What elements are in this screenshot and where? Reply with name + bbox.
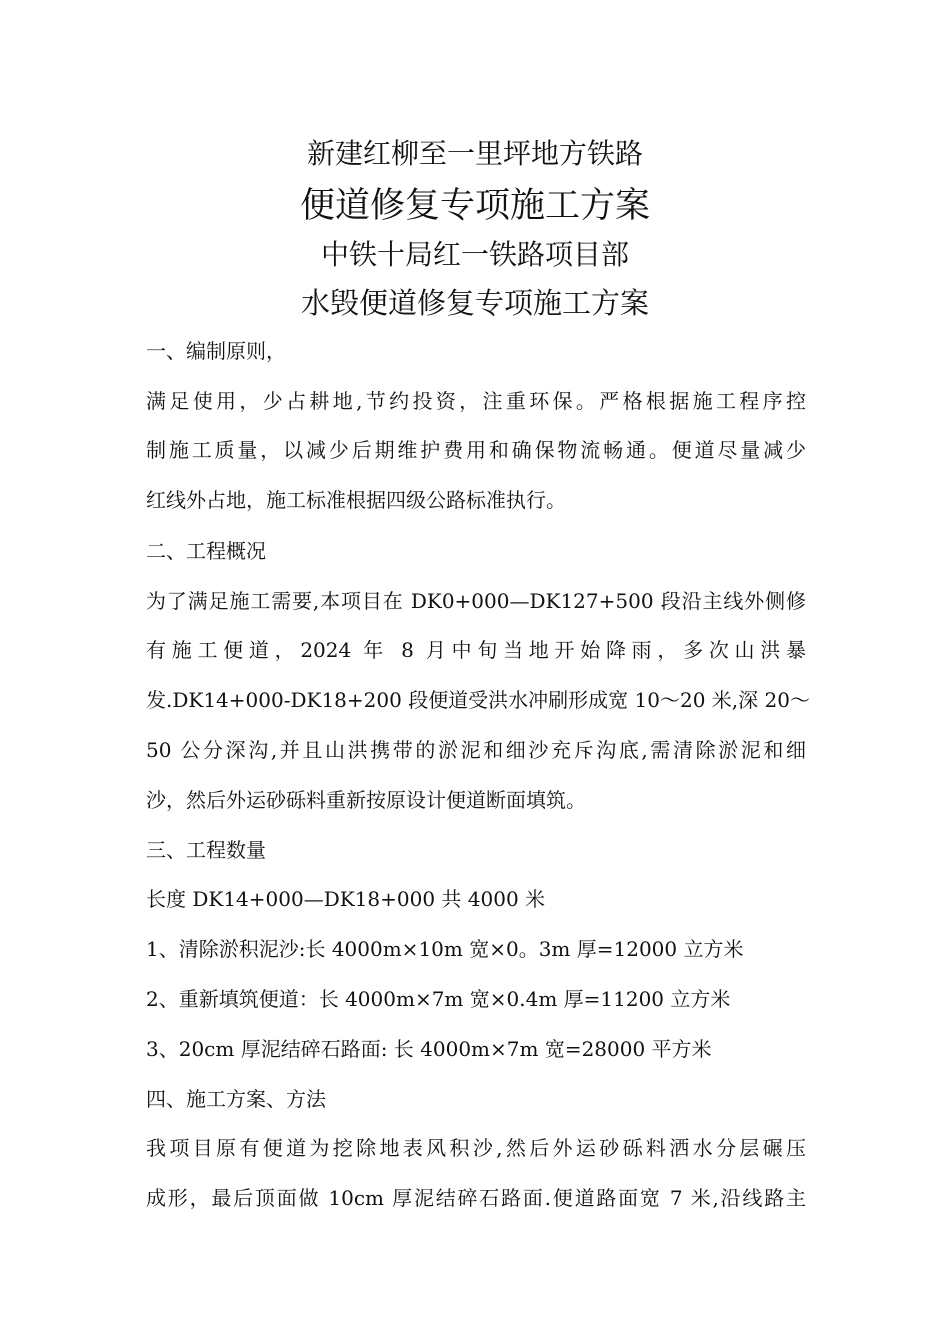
body-line: 成形，最后顶面做 10cm 厚泥结碎石路面.便道路面宽 7 米,沿线路主 bbox=[146, 1186, 806, 1210]
section-heading-overview: 二、工程概况 bbox=[146, 539, 266, 563]
body-line: 50 公分深沟,并且山洪携带的淤泥和细沙充斥沟底,需清除淤泥和细 bbox=[146, 738, 806, 762]
body-line: 我项目原有便道为挖除地表风积沙,然后外运砂砾料洒水分层碾压 bbox=[146, 1136, 806, 1160]
body-line: 红线外占地，施工标准根据四级公路标准执行。 bbox=[146, 488, 566, 512]
body-line: 满足使用，少占耕地,节约投资，注重环保。严格根据施工程序控 bbox=[146, 389, 806, 413]
quantity-item-3: 3、20cm 厚泥结碎石路面: 长 4000m×7m 宽=28000 平方米 bbox=[146, 1037, 712, 1061]
section-heading-principles: 一、编制原则， bbox=[146, 339, 286, 363]
body-line: 为了满足施工需要,本项目在 DK0+000—DK127+500 段沿主线外侧修 bbox=[146, 589, 806, 613]
body-line: 发.DK14+000-DK18+200 段便道受洪水冲刷形成宽 10～20 米,深 20～ bbox=[146, 688, 810, 712]
body-line: 沙，然后外运砂砾料重新按原设计便道断面填筑。 bbox=[146, 788, 586, 812]
quantity-item-2: 2、重新填筑便道：长 4000m×7m 宽×0.4m 厚=11200 立方米 bbox=[146, 987, 731, 1011]
subplan-title: 水毁便道修复专项施工方案 bbox=[300, 286, 649, 320]
quantity-item-1: 1、清除淤积泥沙:长 4000m×10m 宽×0。3m 厚=12000 立方米 bbox=[146, 937, 744, 961]
quantity-length: 长度 DK14+000—DK18+000 共 4000 米 bbox=[146, 887, 546, 911]
section-heading-methods: 四、施工方案、方法 bbox=[146, 1087, 326, 1111]
project-title: 新建红柳至一里坪地方铁路 bbox=[306, 137, 643, 170]
section-heading-quantities: 三、工程数量 bbox=[146, 838, 266, 862]
body-line: 制施工质量，以减少后期维护费用和确保物流畅通。便道尽量减少 bbox=[146, 438, 806, 462]
body-line: 有施工便道，2024 年 8 月中旬当地开始降雨，多次山洪暴 bbox=[146, 638, 806, 662]
plan-title: 便道修复专项施工方案 bbox=[299, 186, 650, 226]
department-title: 中铁十局红一铁路项目部 bbox=[320, 238, 629, 271]
